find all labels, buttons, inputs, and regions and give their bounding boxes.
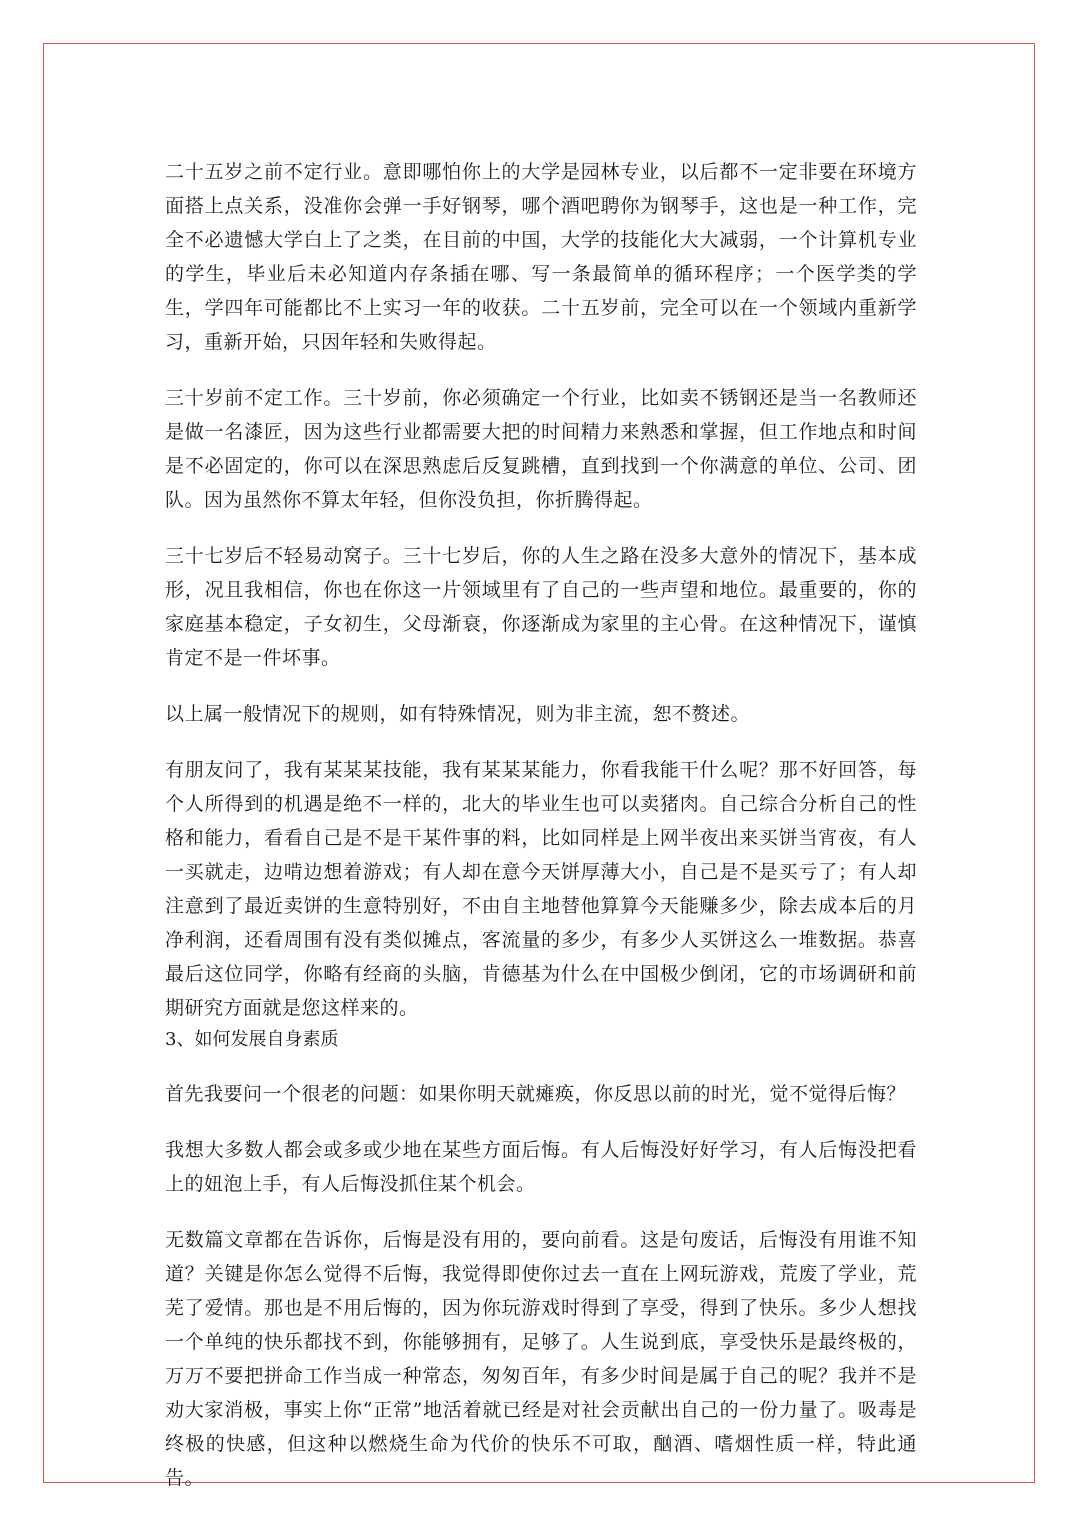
paragraph-2: 三十岁前不定工作。三十岁前，你必须确定一个行业，比如卖不锈钢还是当一名教师还是做一名漆匠，因为这些行业都需要大把的时间精力来熟悉和掌握，但工作地点和时间是不必固定的，你可以在深思熟虑后反复跳槽，直到找到一个你满意的单位、公司、团队。因为虽然你不算太年轻，但你没负担，你折腾得起。 <box>165 387 917 511</box>
section-heading: 3、如何发展自身素质 <box>165 1029 339 1050</box>
document-body <box>165 155 917 1517</box>
paragraph-5: 有朋友问了，我有某某某技能，我有某某某能力，你看我能干什么呢？那不好回答，每个人所得到的机遇是绝不一样的，北大的毕业生也可以卖猪肉。自己综合分析自己的性格和能力，看看自己是不是干某件事的料，比如同样是上网半夜出来买饼当宵夜，有人一买就走，边啃边想着游戏；有人却在意今天饼厚薄大小，自己是不是买亏了；有人却注意到了最近卖饼的生意特别好，不由自主地替他算算今天能赚多少，除去成本后的月净利润，还看周围有没有类似摊点，客流量的多少，有多少人买饼这么一堆数据。恭喜最后这位同学，你略有经商的头脑，肯德基为什么在中国极少倒闭，它的市场调研和前期研究方面就是您这样来的。 <box>165 759 917 1019</box>
paragraph-3: 三十七岁后不轻易动窝子。三十七岁后，你的人生之路在没多大意外的情况下，基本成形，况且我相信，你也在你这一片领域里有了自己的一些声望和地位。最重要的，你的家庭基本稳定，子女初生，父母渐衰，你逐渐成为家里的主心骨。在这种情况下，谨慎肯定不是一件坏事。 <box>165 545 917 669</box>
paragraph-1: 二十五岁之前不定行业。意即哪怕你上的大学是园林专业，以后都不一定非要在环境方面搭上点关系，没准你会弹一手好钢琴，哪个酒吧聘你为钢琴手，这也是一种工作，完全不必遗憾大学白上了之类，在目前的中国，大学的技能化大大减弱，一个计算机专业的学生，毕业后未必知道内存条插在哪、写一条最简单的循环程序；一个医学类的学生，学四年可能都比不上实习一年的收获。二十五岁前，完全可以在一个领域内重新学习，重新开始，只因年轻和失败得起。 <box>165 161 917 353</box>
paragraph-4: 以上属一般情况下的规则，如有特殊情况，则为非主流，恕不赘述。 <box>165 703 751 725</box>
paragraph-7: 我想大多数人都会或多或少地在某些方面后悔。有人后悔没好好学习，有人后悔没把看上的妞泡上手，有人后悔没抓住某个机会。 <box>165 1139 917 1195</box>
paragraph-6: 首先我要问一个很老的问题：如果你明天就瘫痪，你反思以前的时光，觉不觉得后悔？ <box>165 1083 907 1105</box>
paragraph-8: 无数篇文章都在告诉你，后悔是没有用的，要向前看。这是句废话，后悔没有用谁不知道？关键是你怎么觉得不后悔，我觉得即使你过去一直在上网玩游戏，荒废了学业，荒芜了爱情。那也是不用后悔的，因为你玩游戏时得到了享受，得到了快乐。多少人想找一个单纯的快乐都找不到，你能够拥有，足够了。人生说到底，享受快乐是最终极的，万万不要把拼命工作当成一种常态，匆匆百年，有多少时间是属于自己的呢？我并不是劝大家消极，事实上你“正常”地活着就已经是对社会贡献出自己的一份力量了。吸毒是终极的快感，但这种以燃烧生命为代价的快乐不可取，酗酒、嗜烟性质一样，特此通告。 <box>165 1229 917 1489</box>
